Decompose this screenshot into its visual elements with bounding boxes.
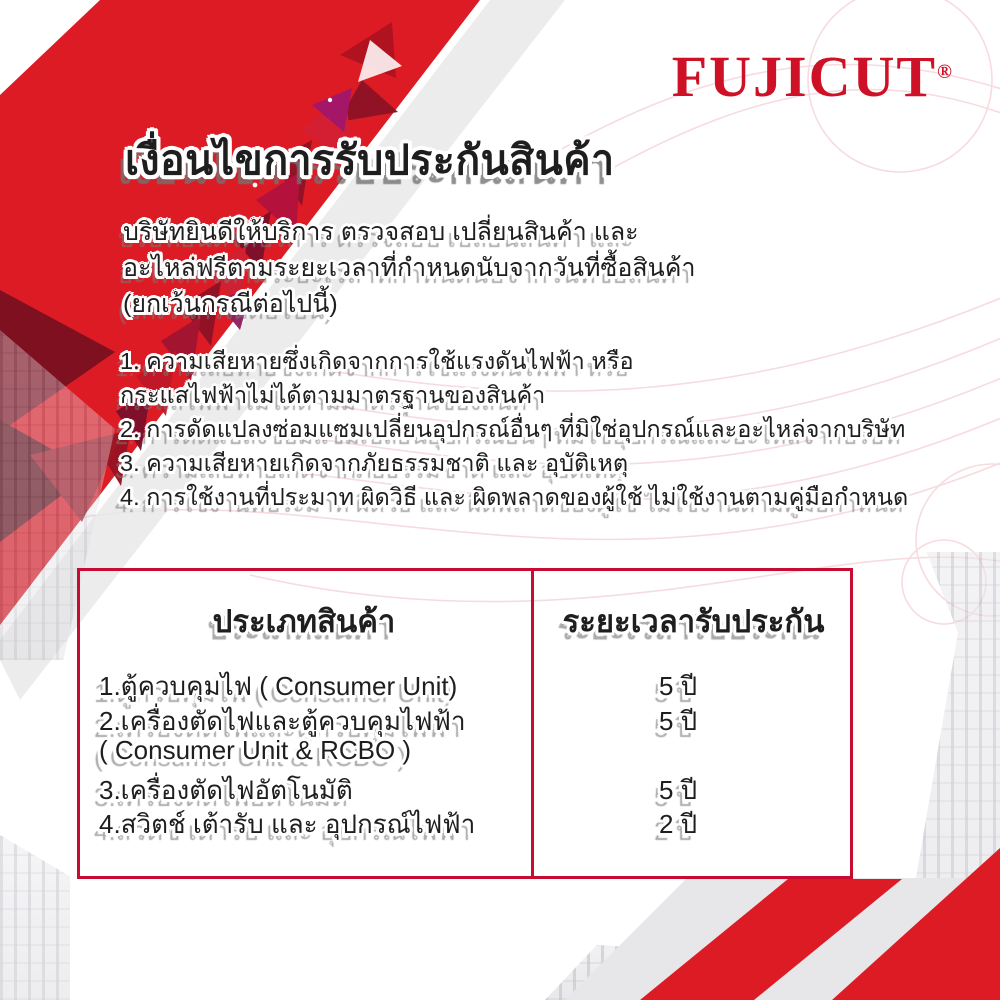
table-row-product: 4.สวิตช์ เต้ารับ และ อุปกรณ์ไฟฟ้า (99, 809, 476, 840)
intro-line: บริษัทยินดีให้บริการ ตรวจสอบ เปลี่ยนสินค้า และ (123, 218, 639, 246)
registered-trademark-icon: ® (937, 61, 952, 83)
exclusion-item-1: 1. ความเสียหายซึ่งเกิดจากการใช้แรงดันไฟฟ้า หรือ (120, 348, 634, 374)
table-row-product-continued: ( Consumer Unit & RCBO ) (99, 735, 412, 766)
exclusions-list (120, 344, 908, 514)
table-row-product: 2.เครื่องตัดไฟและตู้ควบคุมไฟฟ้า (99, 705, 466, 736)
table-column-periods (659, 666, 697, 839)
table-header-product-type: ประเภทสินค้า (212, 604, 396, 639)
table-row-product: 3.เครื่องตัดไฟอัตโนมัติ (99, 774, 353, 805)
table-row-period: 5 ปี (659, 774, 698, 805)
intro-line: (ยกเว้นกรณีต่อไปนี้) (123, 290, 338, 318)
table-row-period: 5 ปี (659, 671, 698, 701)
table-row-period: 2 ปี (659, 809, 698, 840)
intro-paragraph (123, 214, 696, 322)
exclusion-item-4: 4. การใช้งานที่ประมาท ผิดวิธี และ ผิดพลาดของผู้ใช้ ไม่ใช้งานตามคู่มือกำหนด (120, 484, 909, 510)
page-title: เงื่อนไขการรับประกันสินค้า (125, 137, 615, 183)
exclusion-item-3: 3. ความเสียหายเกิดจากภัยธรรมชาติ และ อุบัติเหตุ (120, 450, 629, 476)
intro-line: อะไหล่ฟรีตามระยะเวลาที่กำหนดนับจากวันที่ซื้อสินค้า (123, 254, 696, 282)
brand-logo-text: FUJICUT (671, 44, 938, 109)
table-column-products (99, 666, 475, 839)
table-row-period: 5 ปี (659, 705, 698, 736)
exclusion-item-1-continued: กระแสไฟฟ้าไม่ได้ตามมาตรฐานของสินค้า (120, 382, 546, 408)
table-header-warranty-period: ระยะเวลารับประกัน (562, 604, 825, 639)
table-row-period-spacer (659, 735, 697, 770)
exclusion-item-2: 2. การดัดแปลงซ่อมแซมเปลี่ยนอุปกรณ์อื่นๆ ที่มิใช่อุปกรณ์และอะไหล่จากบริษัท (120, 416, 906, 442)
brand-logo (671, 44, 952, 109)
table-row-product: 1.ตู้ควบคุมไฟ ( Consumer Unit) (99, 671, 458, 701)
